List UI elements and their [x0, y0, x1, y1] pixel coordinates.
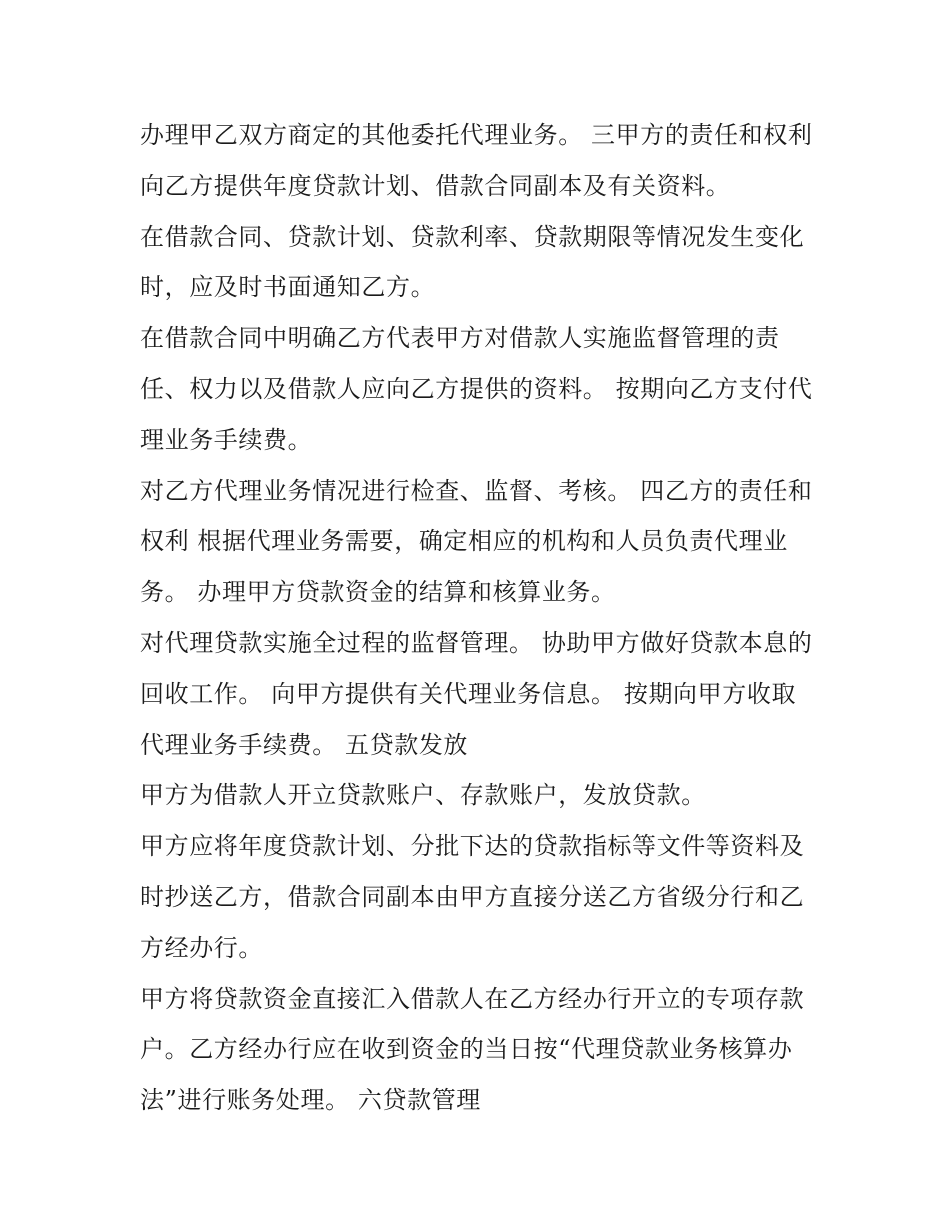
- paragraph-3: 在借款合同中明确乙方代表甲方对借款人实施监督管理的责任、权力以及借款人应向乙方提供的资料。 按期向乙方支付代理业务手续费。: [140, 324, 813, 454]
- paragraph-6: 甲方为借款人开立贷款账户、存款账户，发放贷款。: [140, 781, 706, 810]
- paragraph-5: 对代理贷款实施全过程的监督管理。 协助甲方做好贷款本息的回收工作。 向甲方提供有关代理业务信息。 按期向甲方收取代理业务手续费。 五贷款发放: [140, 628, 813, 759]
- paragraph-1: 办理甲乙双方商定的其他委托代理业务。 三甲方的责任和权利 向乙方提供年度贷款计划、借款合同副本及有关资料。: [140, 121, 813, 200]
- paragraph-8: 甲方将贷款资金直接汇入借款人在乙方经办行开立的专项存款户。乙方经办行应在收到资金的当日按“代理贷款业务核算办法”进行账务处理。 六贷款管理: [140, 984, 805, 1115]
- paragraph-2: 在借款合同、贷款计划、贷款利率、贷款期限等情况发生变化时，应及时书面通知乙方。: [140, 222, 805, 302]
- document-body: [140, 110, 820, 1126]
- paragraph-4: 对乙方代理业务情况进行检查、监督、考核。 四乙方的责任和权利 根据代理业务需要，确定相应的机构和人员负责代理业务。 办理甲方贷款资金的结算和核算业务。: [140, 476, 813, 607]
- paragraph-7: 甲方应将年度贷款计划、分批下达的贷款指标等文件等资料及时抄送乙方，借款合同副本由甲方直接分送乙方省级分行和乙方经办行。: [140, 832, 805, 962]
